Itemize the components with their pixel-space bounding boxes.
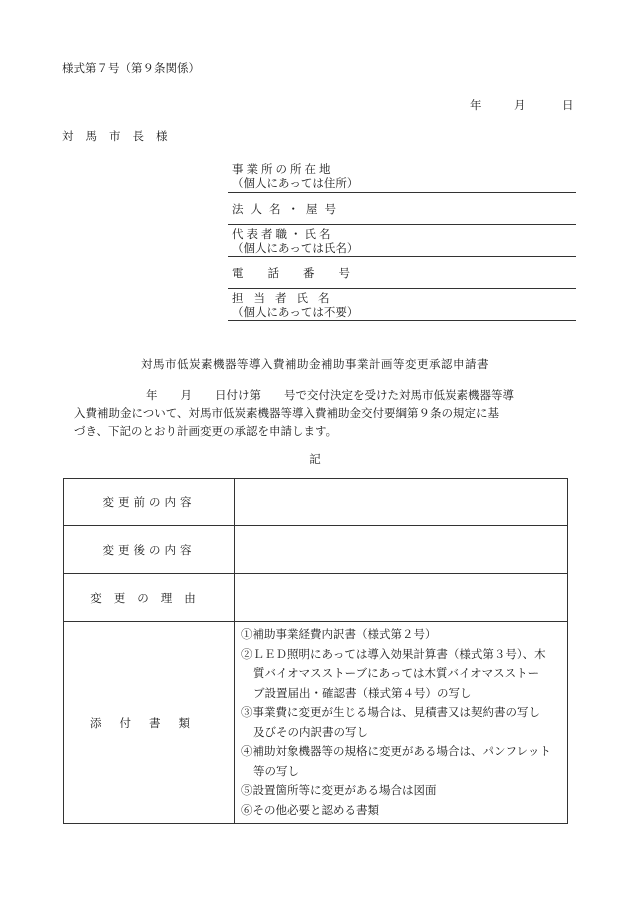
attachment-item: ①補助事業経費内訳書（様式第２号） [241, 627, 437, 641]
table-row [64, 479, 568, 526]
before-value [235, 479, 568, 526]
attachments-cell [235, 622, 568, 824]
after-value [235, 526, 568, 574]
applicant-sub: （個人にあっては不要） [232, 305, 359, 319]
attachment-item-cont: 及びその内訳書の写し [253, 724, 368, 739]
attachment-item-cont: 等の写し [253, 763, 299, 778]
table-row [64, 574, 568, 622]
ki-heading: 記 [309, 452, 321, 466]
applicant-sub: （個人にあっては氏名） [232, 241, 359, 255]
applicant-block [228, 158, 576, 321]
attachments-label: 添付書類 [64, 622, 235, 824]
body-line: 入費補助金について、対馬市低炭素機器等導入費補助金交付要綱第９条の規定に基 [74, 406, 500, 420]
reason-label: 変更の理由 [64, 574, 235, 622]
body-text [74, 386, 566, 440]
after-label: 変更後の内容 [64, 526, 235, 574]
date-year: 年 [470, 98, 482, 112]
attachment-item-cont: ブ設置届出・確認書（様式第４号）の写し [253, 685, 472, 700]
applicant-label: 法人名・屋号 [232, 202, 343, 216]
document-title: 対馬市低炭素機器等導入費補助金補助事業計画等変更承認申請書 [141, 357, 489, 371]
attachment-item: ⑤設置箇所等に変更がある場合は図面 [241, 783, 437, 797]
table-row [64, 622, 568, 824]
before-label: 変更前の内容 [64, 479, 235, 526]
applicant-row-address [228, 158, 576, 193]
date-day: 日 [562, 98, 574, 112]
applicant-row-name [228, 193, 576, 225]
body-line: づき、下記のとおり計画変更の承認を申請します。 [74, 424, 338, 438]
body-line: 年 月 日付け第 号で交付決定を受けた対馬市低炭素機器等導 [146, 388, 514, 402]
applicant-label: 事業所の所在地 [232, 162, 334, 176]
applicant-row-contact [228, 289, 576, 321]
attachment-item: ⑥その他必要と認める書類 [241, 802, 379, 817]
table-row [64, 526, 568, 574]
attachment-item: ④補助対象機器等の規格に変更がある場合は、パンフレット [241, 744, 551, 758]
attachment-item: ②ＬＥＤ照明にあっては導入効果計算書（様式第３号）、木 [241, 646, 546, 661]
attachment-item-cont: 質バイオマスストーブにあっては木質バイオマスストー [253, 666, 540, 680]
applicant-label: 電話番号 [232, 266, 374, 280]
attachment-item: ③事業費に変更が生じる場合は、見積書又は契約書の写し [241, 705, 540, 719]
applicant-label: 代表者職・氏名 [232, 227, 334, 241]
form-number: 様式第７号（第９条関係） [62, 61, 200, 75]
reason-value [235, 574, 568, 622]
applicant-sub: （個人にあっては住所） [232, 176, 359, 190]
change-details-table [63, 478, 568, 824]
applicant-row-representative [228, 225, 576, 257]
attachments-list [235, 622, 567, 823]
applicant-label: 担当者氏名 [232, 291, 340, 305]
addressee: 対馬市長様 [62, 129, 180, 143]
date-month: 月 [514, 98, 526, 112]
applicant-row-phone [228, 257, 576, 289]
